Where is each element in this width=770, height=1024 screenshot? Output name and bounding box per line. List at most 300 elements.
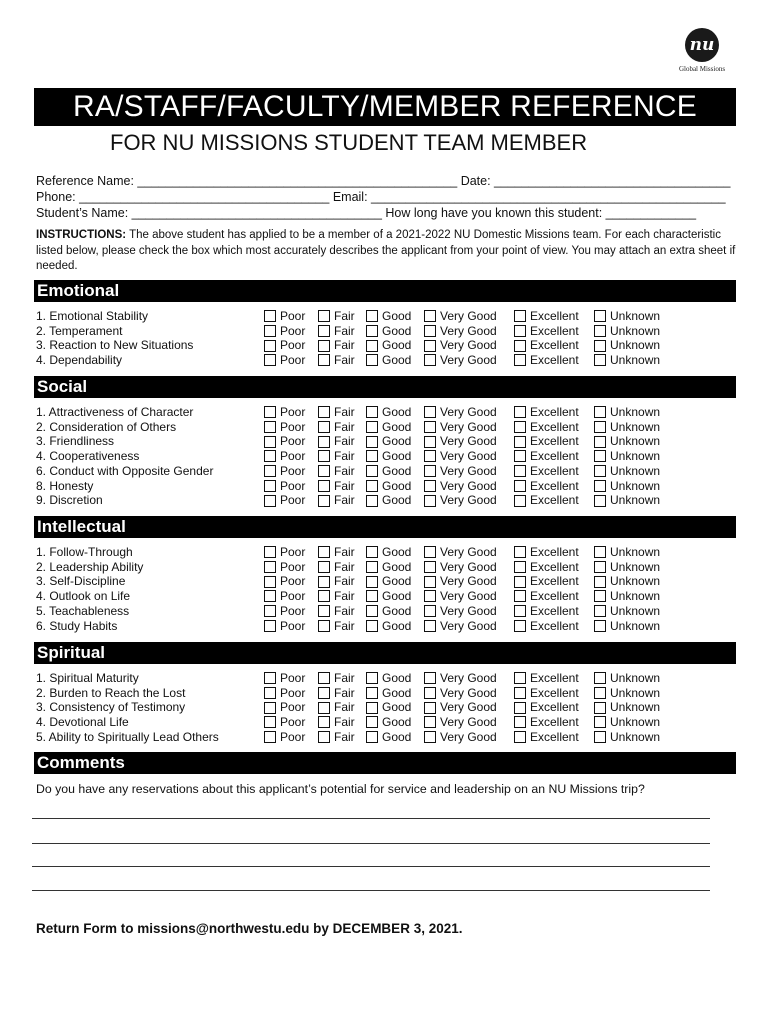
checkbox[interactable] bbox=[264, 590, 276, 602]
rating-option[interactable] bbox=[264, 671, 305, 686]
checkbox[interactable] bbox=[594, 731, 606, 743]
checkbox[interactable] bbox=[514, 620, 526, 632]
checkbox[interactable] bbox=[318, 605, 330, 617]
rating-option[interactable] bbox=[424, 434, 497, 449]
checkbox[interactable] bbox=[366, 672, 378, 684]
option-label: Very Good bbox=[440, 493, 497, 508]
checkbox[interactable] bbox=[424, 465, 436, 477]
rating-option[interactable] bbox=[594, 479, 660, 494]
rating-option[interactable] bbox=[366, 560, 411, 575]
checkbox[interactable] bbox=[594, 450, 606, 462]
rating-option[interactable] bbox=[366, 420, 411, 435]
rating-option[interactable] bbox=[264, 619, 305, 634]
checkbox[interactable] bbox=[594, 716, 606, 728]
checkbox[interactable] bbox=[594, 495, 606, 507]
rating-option[interactable] bbox=[264, 493, 305, 508]
rating-option[interactable] bbox=[318, 338, 355, 353]
rating-option[interactable] bbox=[264, 464, 305, 479]
option-label: Unknown bbox=[610, 715, 661, 730]
checkbox[interactable] bbox=[264, 340, 276, 352]
checkbox[interactable] bbox=[366, 421, 378, 433]
rating-option[interactable] bbox=[264, 730, 305, 745]
student-name-duration-line[interactable]: Student’s Name: ____________________________________ How long have you known this student: _____________ bbox=[36, 206, 697, 220]
rating-option[interactable] bbox=[514, 545, 579, 560]
checkbox[interactable] bbox=[318, 480, 330, 492]
checkbox[interactable] bbox=[366, 325, 378, 337]
rating-option[interactable] bbox=[366, 715, 411, 730]
checkbox[interactable] bbox=[264, 576, 276, 588]
checkbox[interactable] bbox=[514, 421, 526, 433]
checkbox[interactable] bbox=[514, 590, 526, 602]
checkbox[interactable] bbox=[514, 325, 526, 337]
checkbox[interactable] bbox=[594, 546, 606, 558]
checkbox[interactable] bbox=[264, 620, 276, 632]
rating-option[interactable] bbox=[366, 464, 411, 479]
option-label: Good bbox=[382, 685, 412, 700]
rating-option[interactable] bbox=[424, 405, 497, 420]
checkbox[interactable] bbox=[318, 702, 330, 714]
rating-option[interactable] bbox=[366, 493, 411, 508]
rating-option[interactable] bbox=[594, 560, 660, 575]
rating-option[interactable] bbox=[318, 686, 355, 701]
checkbox[interactable] bbox=[366, 436, 378, 448]
rating-option[interactable] bbox=[514, 589, 579, 604]
rating-option[interactable] bbox=[366, 434, 411, 449]
rating-option[interactable] bbox=[514, 449, 579, 464]
rating-item-label: 6. Study Habits bbox=[36, 618, 118, 633]
rating-option[interactable] bbox=[424, 604, 497, 619]
rating-option[interactable] bbox=[366, 700, 411, 715]
rating-option[interactable] bbox=[514, 405, 579, 420]
rating-option[interactable] bbox=[594, 574, 660, 589]
checkbox[interactable] bbox=[366, 340, 378, 352]
rating-option[interactable] bbox=[366, 589, 411, 604]
checkbox[interactable] bbox=[594, 340, 606, 352]
checkbox[interactable] bbox=[594, 620, 606, 632]
rating-option[interactable] bbox=[514, 671, 579, 686]
checkbox[interactable] bbox=[424, 605, 436, 617]
checkbox[interactable] bbox=[424, 702, 436, 714]
rating-option[interactable] bbox=[514, 420, 579, 435]
checkbox[interactable] bbox=[318, 546, 330, 558]
rating-option[interactable] bbox=[264, 449, 305, 464]
checkbox[interactable] bbox=[424, 590, 436, 602]
checkbox[interactable] bbox=[264, 561, 276, 573]
form-subtitle: FOR NU MISSIONS STUDENT TEAM MEMBER bbox=[110, 130, 588, 155]
rating-row bbox=[36, 619, 736, 634]
rating-option[interactable] bbox=[594, 730, 660, 745]
checkbox[interactable] bbox=[514, 576, 526, 588]
checkbox[interactable] bbox=[594, 354, 606, 366]
rating-option[interactable] bbox=[594, 449, 660, 464]
checkbox[interactable] bbox=[594, 421, 606, 433]
rating-option[interactable] bbox=[594, 434, 660, 449]
checkbox[interactable] bbox=[514, 672, 526, 684]
rating-option[interactable] bbox=[318, 604, 355, 619]
rating-option[interactable] bbox=[318, 700, 355, 715]
checkbox[interactable] bbox=[318, 450, 330, 462]
answer-line[interactable] bbox=[32, 843, 710, 844]
rating-option[interactable] bbox=[514, 338, 579, 353]
rating-option[interactable] bbox=[318, 420, 355, 435]
rating-option[interactable] bbox=[594, 464, 660, 479]
rating-option[interactable] bbox=[318, 493, 355, 508]
rating-option[interactable] bbox=[424, 560, 497, 575]
checkbox[interactable] bbox=[318, 620, 330, 632]
rating-option[interactable] bbox=[514, 715, 579, 730]
checkbox[interactable] bbox=[424, 546, 436, 558]
rating-option[interactable] bbox=[366, 338, 411, 353]
rating-option[interactable] bbox=[366, 324, 411, 339]
rating-option[interactable] bbox=[264, 604, 305, 619]
checkbox[interactable] bbox=[514, 354, 526, 366]
rating-option[interactable] bbox=[318, 560, 355, 575]
rating-option[interactable] bbox=[318, 353, 355, 368]
rating-option[interactable] bbox=[366, 449, 411, 464]
checkbox[interactable] bbox=[424, 406, 436, 418]
rating-option[interactable] bbox=[318, 434, 355, 449]
checkbox[interactable] bbox=[424, 620, 436, 632]
checkbox[interactable] bbox=[594, 576, 606, 588]
rating-option[interactable] bbox=[264, 420, 305, 435]
checkbox[interactable] bbox=[424, 310, 436, 322]
rating-option[interactable] bbox=[594, 309, 660, 324]
checkbox[interactable] bbox=[366, 406, 378, 418]
checkbox[interactable] bbox=[318, 421, 330, 433]
rating-option[interactable] bbox=[514, 730, 579, 745]
rating-row bbox=[36, 353, 736, 368]
option-label: Excellent bbox=[530, 463, 579, 478]
rating-option[interactable] bbox=[366, 686, 411, 701]
checkbox[interactable] bbox=[264, 605, 276, 617]
checkbox[interactable] bbox=[594, 436, 606, 448]
rating-option[interactable] bbox=[594, 493, 660, 508]
checkbox[interactable] bbox=[264, 421, 276, 433]
rating-option[interactable] bbox=[264, 324, 305, 339]
rating-option[interactable] bbox=[424, 700, 497, 715]
checkbox[interactable] bbox=[264, 465, 276, 477]
rating-option[interactable] bbox=[424, 479, 497, 494]
rating-option[interactable] bbox=[424, 574, 497, 589]
checkbox[interactable] bbox=[366, 590, 378, 602]
checkbox[interactable] bbox=[366, 546, 378, 558]
checkbox[interactable] bbox=[366, 731, 378, 743]
checkbox[interactable] bbox=[318, 590, 330, 602]
checkbox[interactable] bbox=[318, 561, 330, 573]
checkbox[interactable] bbox=[514, 340, 526, 352]
option-label: Fair bbox=[334, 545, 355, 559]
checkbox[interactable] bbox=[366, 480, 378, 492]
checkbox[interactable] bbox=[594, 325, 606, 337]
checkbox[interactable] bbox=[514, 480, 526, 492]
answer-line[interactable] bbox=[32, 866, 710, 867]
checkbox[interactable] bbox=[594, 310, 606, 322]
rating-option[interactable] bbox=[264, 338, 305, 353]
checkbox[interactable] bbox=[424, 495, 436, 507]
checkbox[interactable] bbox=[424, 354, 436, 366]
rating-option[interactable] bbox=[424, 324, 497, 339]
rating-option[interactable] bbox=[594, 619, 660, 634]
checkbox[interactable] bbox=[366, 716, 378, 728]
rating-option[interactable] bbox=[366, 545, 411, 560]
checkbox[interactable] bbox=[318, 340, 330, 352]
rating-option[interactable] bbox=[318, 589, 355, 604]
checkbox[interactable] bbox=[424, 716, 436, 728]
checkbox[interactable] bbox=[318, 687, 330, 699]
checkbox[interactable] bbox=[264, 716, 276, 728]
checkbox[interactable] bbox=[424, 731, 436, 743]
rating-option[interactable] bbox=[318, 479, 355, 494]
rating-option[interactable] bbox=[264, 309, 305, 324]
rating-option[interactable] bbox=[594, 353, 660, 368]
rating-option[interactable] bbox=[318, 464, 355, 479]
checkbox[interactable] bbox=[514, 605, 526, 617]
rating-option[interactable] bbox=[594, 338, 660, 353]
rating-option[interactable] bbox=[318, 309, 355, 324]
checkbox[interactable] bbox=[318, 576, 330, 588]
checkbox[interactable] bbox=[424, 480, 436, 492]
checkbox[interactable] bbox=[318, 354, 330, 366]
checkbox[interactable] bbox=[264, 354, 276, 366]
checkbox[interactable] bbox=[366, 450, 378, 462]
rating-option[interactable] bbox=[318, 574, 355, 589]
rating-option[interactable] bbox=[264, 545, 305, 560]
rating-option[interactable] bbox=[514, 493, 579, 508]
rating-option[interactable] bbox=[318, 324, 355, 339]
rating-option[interactable] bbox=[366, 604, 411, 619]
rating-option[interactable] bbox=[318, 730, 355, 745]
checkbox[interactable] bbox=[318, 495, 330, 507]
checkbox[interactable] bbox=[424, 436, 436, 448]
checkbox[interactable] bbox=[318, 716, 330, 728]
option-label: Unknown bbox=[610, 338, 661, 353]
rating-option[interactable] bbox=[514, 309, 579, 324]
checkbox[interactable] bbox=[594, 702, 606, 714]
rating-option[interactable] bbox=[594, 604, 660, 619]
checkbox[interactable] bbox=[594, 687, 606, 699]
checkbox[interactable] bbox=[366, 495, 378, 507]
rating-option[interactable] bbox=[424, 420, 497, 435]
option-label: Poor bbox=[280, 463, 306, 478]
checkbox[interactable] bbox=[594, 406, 606, 418]
checkbox[interactable] bbox=[318, 731, 330, 743]
checkbox[interactable] bbox=[264, 546, 276, 558]
rating-option[interactable] bbox=[594, 324, 660, 339]
option-label: Unknown bbox=[610, 545, 661, 559]
reference-name-date-line[interactable]: Reference Name: ______________________________________________ Date: __________________________________ bbox=[36, 174, 731, 188]
rating-option[interactable] bbox=[366, 730, 411, 745]
checkbox[interactable] bbox=[366, 620, 378, 632]
rating-option[interactable] bbox=[318, 619, 355, 634]
rating-option[interactable] bbox=[514, 560, 579, 575]
checkbox[interactable] bbox=[366, 561, 378, 573]
option-label: Very Good bbox=[440, 353, 497, 368]
rating-option[interactable] bbox=[424, 619, 497, 634]
section-header: Emotional bbox=[34, 280, 736, 302]
checkbox[interactable] bbox=[366, 576, 378, 588]
checkbox[interactable] bbox=[514, 436, 526, 448]
checkbox[interactable] bbox=[318, 436, 330, 448]
rating-option[interactable] bbox=[514, 479, 579, 494]
rating-option[interactable] bbox=[514, 700, 579, 715]
rating-option[interactable] bbox=[264, 434, 305, 449]
option-label: Excellent bbox=[530, 685, 579, 700]
checkbox[interactable] bbox=[594, 465, 606, 477]
checkbox[interactable] bbox=[514, 716, 526, 728]
checkbox[interactable] bbox=[318, 310, 330, 322]
checkbox[interactable] bbox=[366, 605, 378, 617]
answer-line[interactable] bbox=[32, 890, 710, 891]
answer-line[interactable] bbox=[32, 818, 710, 819]
rating-option[interactable] bbox=[366, 671, 411, 686]
checkbox[interactable] bbox=[264, 687, 276, 699]
rating-option[interactable] bbox=[514, 686, 579, 701]
option-label: Very Good bbox=[440, 309, 497, 323]
checkbox[interactable] bbox=[264, 325, 276, 337]
checkbox[interactable] bbox=[594, 590, 606, 602]
checkbox[interactable] bbox=[424, 340, 436, 352]
option-label: Fair bbox=[334, 419, 355, 434]
checkbox[interactable] bbox=[424, 325, 436, 337]
rating-option[interactable] bbox=[594, 420, 660, 435]
rating-option[interactable] bbox=[264, 479, 305, 494]
rating-option[interactable] bbox=[514, 574, 579, 589]
checkbox[interactable] bbox=[366, 465, 378, 477]
checkbox[interactable] bbox=[424, 421, 436, 433]
checkbox[interactable] bbox=[366, 310, 378, 322]
checkbox[interactable] bbox=[318, 406, 330, 418]
checkbox[interactable] bbox=[514, 450, 526, 462]
checkbox[interactable] bbox=[594, 480, 606, 492]
option-label: Very Good bbox=[440, 574, 497, 589]
checkbox[interactable] bbox=[514, 495, 526, 507]
option-label: Excellent bbox=[530, 434, 579, 449]
checkbox[interactable] bbox=[264, 702, 276, 714]
rating-row bbox=[36, 464, 736, 479]
rating-option[interactable] bbox=[318, 545, 355, 560]
checkbox[interactable] bbox=[514, 687, 526, 699]
rating-option[interactable] bbox=[594, 686, 660, 701]
rating-option[interactable] bbox=[424, 493, 497, 508]
rating-option[interactable] bbox=[318, 449, 355, 464]
rating-option[interactable] bbox=[424, 686, 497, 701]
rating-item-label: 4. Cooperativeness bbox=[36, 449, 140, 464]
checkbox[interactable] bbox=[424, 672, 436, 684]
checkbox[interactable] bbox=[264, 672, 276, 684]
rating-option[interactable] bbox=[264, 405, 305, 420]
checkbox[interactable] bbox=[264, 450, 276, 462]
rating-option[interactable] bbox=[366, 353, 411, 368]
checkbox[interactable] bbox=[264, 436, 276, 448]
rating-option[interactable] bbox=[514, 353, 579, 368]
checkbox[interactable] bbox=[424, 576, 436, 588]
option-label: Good bbox=[382, 671, 412, 685]
checkbox[interactable] bbox=[318, 465, 330, 477]
rating-option[interactable] bbox=[424, 449, 497, 464]
rating-option[interactable] bbox=[318, 405, 355, 420]
rating-option[interactable] bbox=[366, 619, 411, 634]
rating-option[interactable] bbox=[264, 700, 305, 715]
rating-option[interactable] bbox=[264, 715, 305, 730]
option-label: Fair bbox=[334, 338, 355, 353]
rating-option[interactable] bbox=[366, 309, 411, 324]
checkbox[interactable] bbox=[514, 731, 526, 743]
checkbox[interactable] bbox=[318, 672, 330, 684]
rating-option[interactable] bbox=[424, 464, 497, 479]
rating-option[interactable] bbox=[318, 671, 355, 686]
checkbox[interactable] bbox=[594, 605, 606, 617]
checkbox[interactable] bbox=[264, 731, 276, 743]
rating-option[interactable] bbox=[594, 545, 660, 560]
rating-option[interactable] bbox=[424, 715, 497, 730]
rating-row bbox=[36, 309, 736, 324]
checkbox[interactable] bbox=[264, 480, 276, 492]
rating-option[interactable] bbox=[264, 686, 305, 701]
rating-option[interactable] bbox=[264, 589, 305, 604]
section-header: Intellectual bbox=[34, 516, 736, 538]
rating-option[interactable] bbox=[424, 338, 497, 353]
checkbox[interactable] bbox=[366, 354, 378, 366]
rating-option[interactable] bbox=[594, 671, 660, 686]
checkbox[interactable] bbox=[424, 450, 436, 462]
rating-option[interactable] bbox=[594, 589, 660, 604]
option-label: Very Good bbox=[440, 715, 497, 730]
rating-option[interactable] bbox=[514, 604, 579, 619]
checkbox[interactable] bbox=[514, 310, 526, 322]
rating-option[interactable] bbox=[594, 715, 660, 730]
checkbox[interactable] bbox=[514, 406, 526, 418]
checkbox[interactable] bbox=[424, 561, 436, 573]
checkbox[interactable] bbox=[514, 702, 526, 714]
rating-option[interactable] bbox=[424, 671, 497, 686]
option-label: Unknown bbox=[610, 618, 661, 633]
rating-option[interactable] bbox=[594, 405, 660, 420]
checkbox[interactable] bbox=[514, 561, 526, 573]
rating-option[interactable] bbox=[264, 353, 305, 368]
checkbox[interactable] bbox=[424, 687, 436, 699]
checkbox[interactable] bbox=[594, 561, 606, 573]
rating-option[interactable] bbox=[424, 545, 497, 560]
rating-option[interactable] bbox=[264, 574, 305, 589]
rating-option[interactable] bbox=[424, 309, 497, 324]
rating-option[interactable] bbox=[424, 730, 497, 745]
rating-option[interactable] bbox=[366, 479, 411, 494]
checkbox[interactable] bbox=[514, 546, 526, 558]
checkbox[interactable] bbox=[264, 310, 276, 322]
phone-email-line[interactable]: Phone: ____________________________________ Email: ___________________________________________________ bbox=[36, 190, 726, 204]
checkbox[interactable] bbox=[594, 672, 606, 684]
rating-option[interactable] bbox=[424, 353, 497, 368]
rating-option[interactable] bbox=[594, 700, 660, 715]
rating-option[interactable] bbox=[514, 434, 579, 449]
rating-option[interactable] bbox=[514, 464, 579, 479]
checkbox[interactable] bbox=[366, 687, 378, 699]
checkbox[interactable] bbox=[318, 325, 330, 337]
checkbox[interactable] bbox=[514, 465, 526, 477]
checkbox[interactable] bbox=[366, 702, 378, 714]
rating-option[interactable] bbox=[514, 619, 579, 634]
rating-option[interactable] bbox=[366, 405, 411, 420]
option-label: Good bbox=[382, 700, 412, 715]
checkbox[interactable] bbox=[264, 495, 276, 507]
checkbox[interactable] bbox=[264, 406, 276, 418]
rating-option[interactable] bbox=[318, 715, 355, 730]
rating-option[interactable] bbox=[424, 589, 497, 604]
rating-option[interactable] bbox=[514, 324, 579, 339]
option-label: Good bbox=[382, 353, 412, 368]
rating-option[interactable] bbox=[366, 574, 411, 589]
rating-option[interactable] bbox=[264, 560, 305, 575]
